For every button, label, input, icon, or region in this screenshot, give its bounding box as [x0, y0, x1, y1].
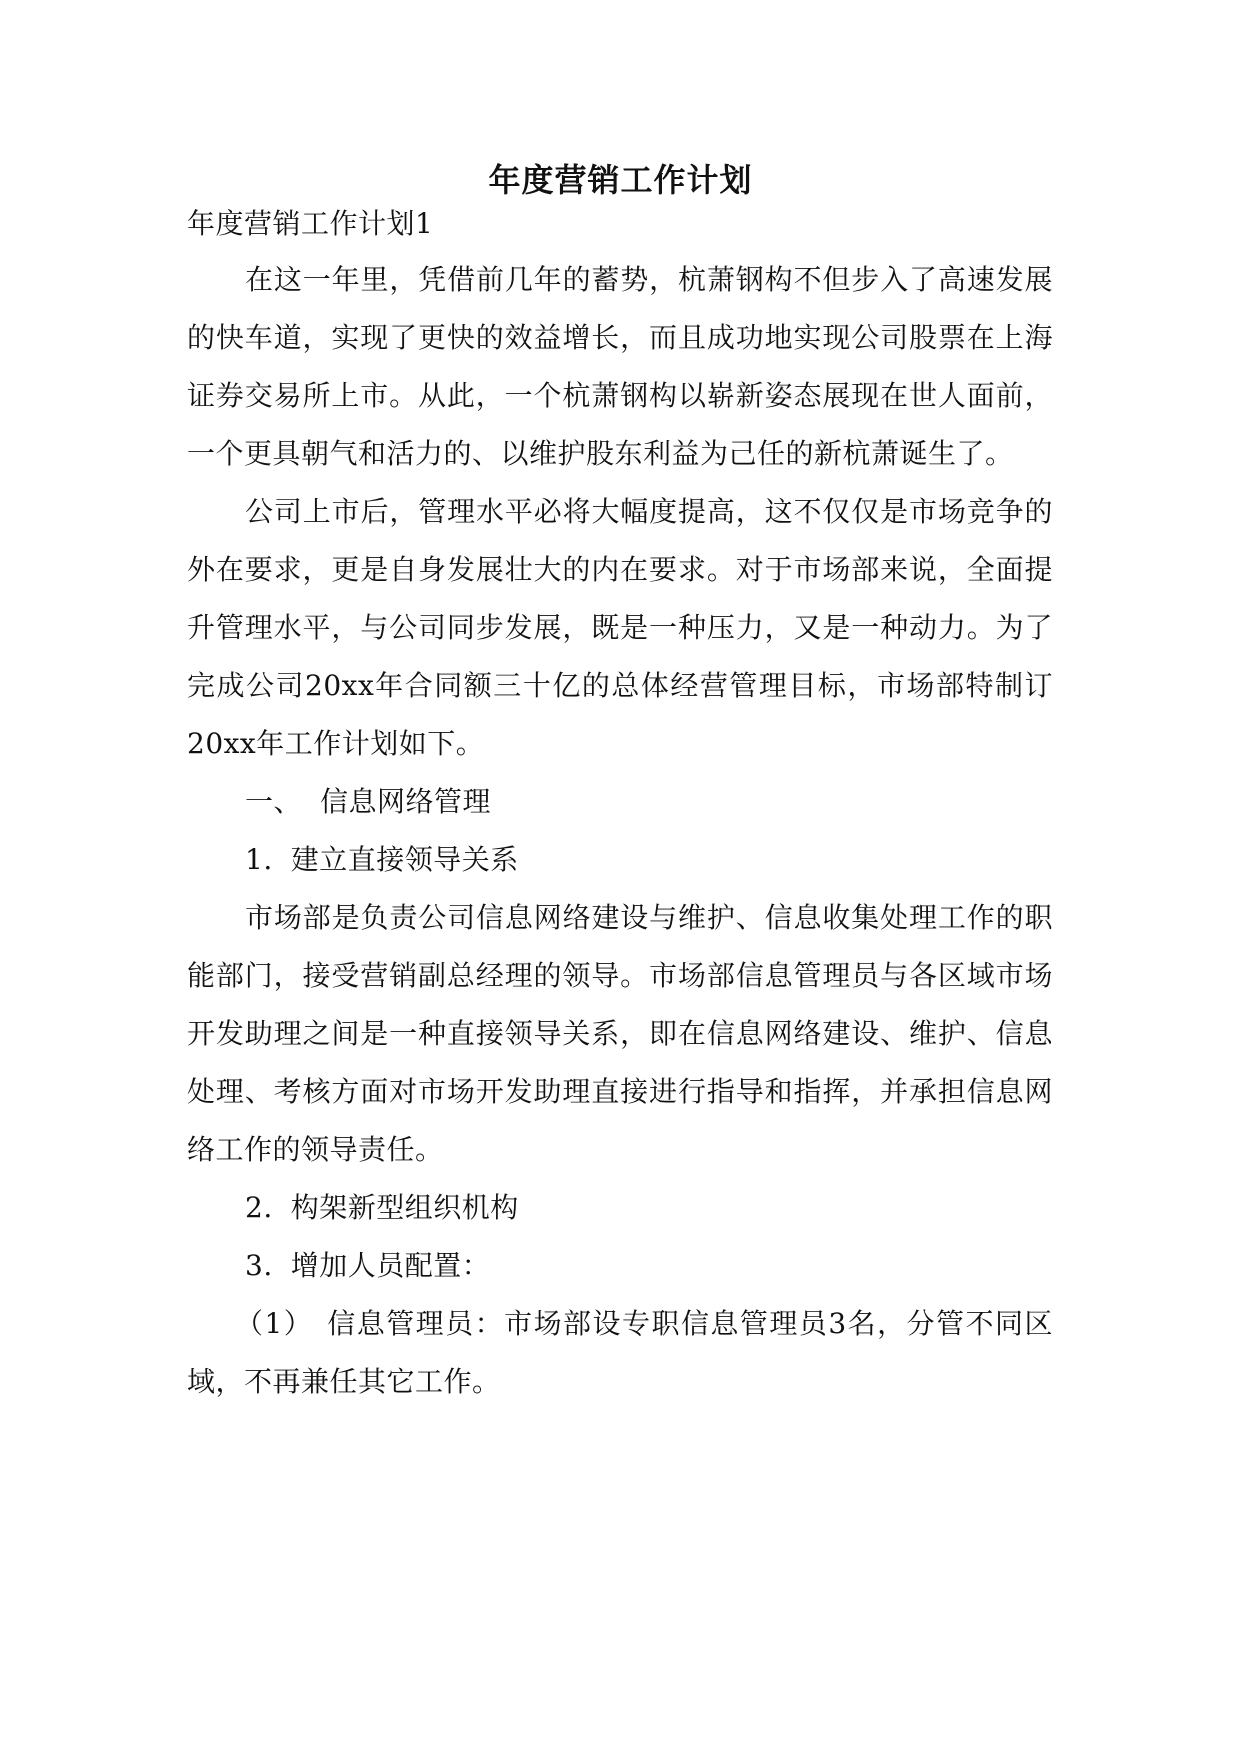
- paragraph-2-line: 公司上市后，管理水平必将大幅度提高，这不仅仅是市场竞争的: [245, 495, 1053, 528]
- document-title: 年度营销工作计划: [488, 161, 753, 199]
- item-1-number: 1.: [245, 843, 273, 876]
- document-subtitle: 年度营销工作计划1: [187, 207, 434, 240]
- paragraph-3-line: 处理、考核方面对市场开发助理直接进行指导和指挥，并承担信息网: [187, 1075, 1053, 1108]
- paragraph-2-line: 完成公司20xx年合同额三十亿的总体经营管理目标，市场部特制订: [187, 669, 1053, 702]
- item-1-heading: [245, 840, 519, 880]
- sub-item-1-text: 信息管理员：市场部设专职信息管理员3名，分管不同区: [327, 1307, 1053, 1340]
- paragraph-1-line: 一个更具朝气和活力的、以维护股东利益为己任的新杭萧诞生了。: [187, 437, 1014, 470]
- sub-item-1-number: （1）: [235, 1307, 314, 1340]
- paragraph-1-line: 的快车道，实现了更快的效益增长，而且成功地实现公司股票在上海: [187, 321, 1053, 354]
- item-1-title: 建立直接领导关系: [290, 843, 519, 876]
- paragraph-1-line: 在这一年里，凭借前几年的蓄势，杭萧钢构不但步入了高速发展: [245, 263, 1053, 296]
- paragraph-3-line: 能部门，接受营销副总经理的领导。市场部信息管理员与各区域市场: [187, 959, 1053, 992]
- item-3-title: 增加人员配置：: [290, 1249, 491, 1282]
- item-3-number: 3.: [245, 1249, 273, 1282]
- paragraph-2-line: 升管理水平，与公司同步发展，既是一种压力，又是一种动力。为了: [187, 611, 1053, 644]
- item-2-title: 构架新型组织机构: [290, 1191, 519, 1224]
- item-3-heading: [245, 1246, 490, 1286]
- paragraph-1-line: 证券交易所上市。从此，一个杭萧钢构以崭新姿态展现在世人面前，: [187, 379, 1053, 412]
- item-2-number: 2.: [245, 1191, 273, 1224]
- section-1-number: 一、: [245, 785, 303, 818]
- paragraph-2-line: 外在要求，更是自身发展壮大的内在要求。对于市场部来说，全面提: [187, 553, 1053, 586]
- item-2-heading: [245, 1188, 519, 1228]
- paragraph-3-line: 市场部是负责公司信息网络建设与维护、信息收集处理工作的职: [245, 901, 1053, 934]
- paragraph-3-line: 开发助理之间是一种直接领导关系，即在信息网络建设、维护、信息: [187, 1017, 1053, 1050]
- paragraph-3-line: 络工作的领导责任。: [187, 1133, 444, 1166]
- sub-item-1-line: 域，不再兼任其它工作。: [187, 1365, 501, 1398]
- section-1-title: 信息网络管理: [320, 785, 492, 818]
- section-1-heading: [245, 782, 491, 822]
- paragraph-2-line: 20xx年工作计划如下。: [187, 727, 485, 760]
- sub-item-1-line: [235, 1304, 1053, 1344]
